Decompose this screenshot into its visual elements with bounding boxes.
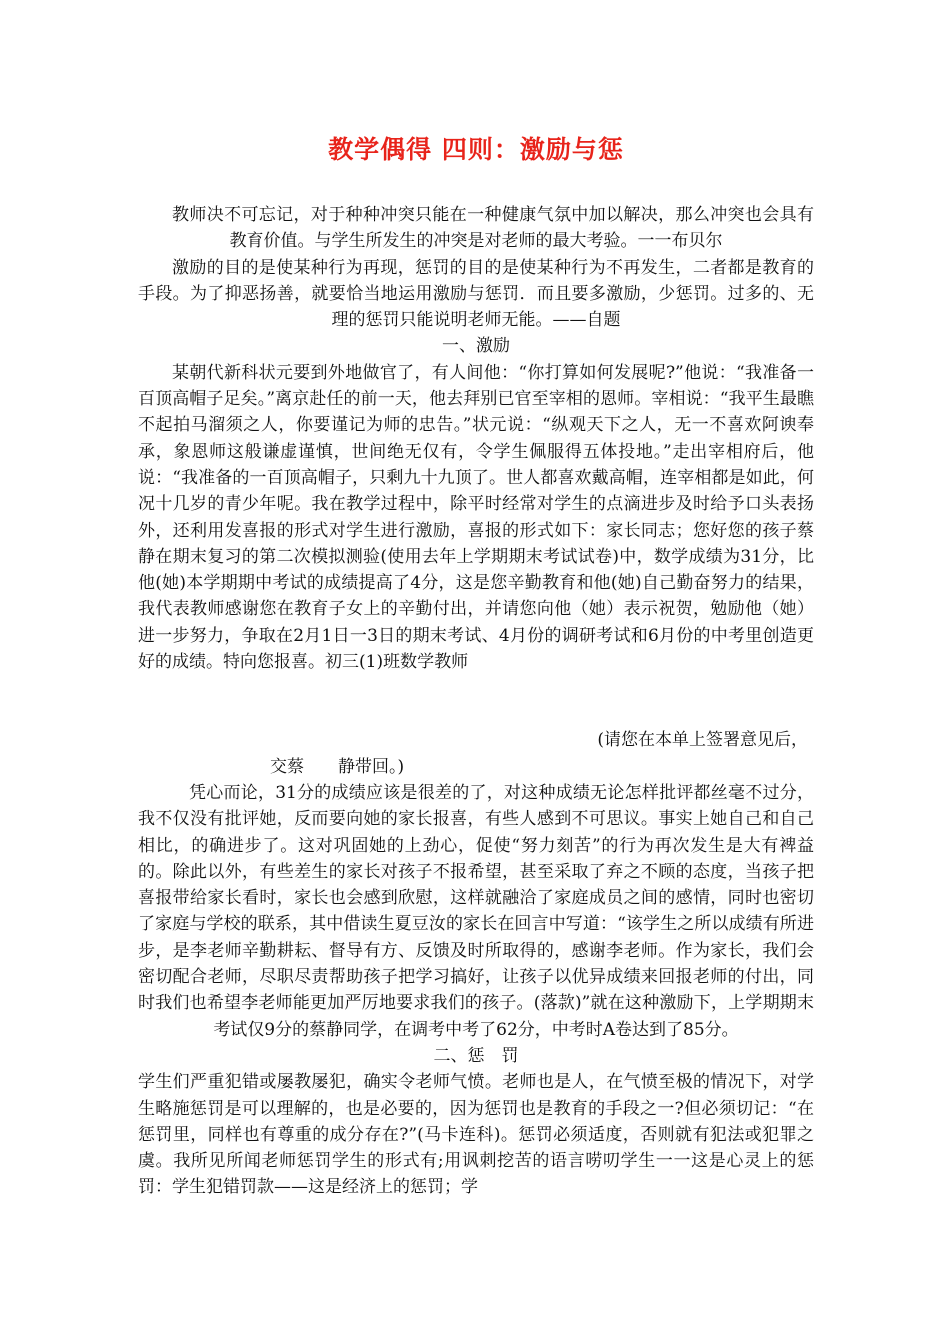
document-title: 教学偶得 四则：激励与惩 bbox=[328, 135, 624, 164]
section-heading-punishment: 二、惩 罚 bbox=[433, 1045, 519, 1066]
spacer bbox=[138, 675, 814, 727]
reflection-paragraph: 凭心而论，31分的成绩应该是很差的了，对这种成绩无论怎样批评都丝毫不过分，我不仅没有批评她，反而要向她的家长报喜，有些人感到不可思议。事实上她自己和自己相比，的确进步了。这对巩固她的上劲心，促使“努力刻苦”的行为再次发生是大有裨益的。除此以外，有些差生的家长对孩子不报希望，甚至采取了弃之不顾的态度，当孩子把喜报带给家长看时，家长也会感到欣慰，这样就融洽了家庭成员之间的感情，同时也密切了家庭与学校的联系，其中借读生夏豆汝的家长在回言中写道：“该学生之所以成绩有所进步，是李老师辛勤耕耘、督导有方、反馈及时所取得的，感谢李老师。作为家长，我们会密切配合老师，尽职尽责帮助孩子把学习搞好，让孩子以优异成绩来回报老师的付出，同时我们也希望李老师能更加严厉地要求我们的孩子。(落款)”就在这种激励下，上学期期末考试仅9分的蔡静同学，在调考中考了62分，中考时A卷达到了85分。 bbox=[138, 782, 814, 1040]
section-heading-encouragement: 一、激励 bbox=[442, 336, 510, 357]
punishment-paragraph: 学生们严重犯错或屡教屡犯，确实令老师气愤。老师也是人，在气愤至极的情况下，对学生略施惩罚是可以理解的，也是必要的，因为惩罚也是教育的手段之一?但必须切记：“在惩罚里，同样也有尊重的成分存在?”(马卡连科)。惩罚必须适度，否则就有犯法或犯罪之虞。我所见所闻老师惩罚学生的形式有;用讽刺挖苦的语言唠叨学生一一这是心灵上的惩罚：学生犯错罚款——这是经济上的惩罚；学 bbox=[138, 1072, 814, 1198]
signature-note-line1: (请您在本单上签署意见后， bbox=[597, 730, 808, 751]
signature-note-line2: 交蔡 静带回。) bbox=[270, 756, 405, 777]
encouragement-paragraph: 某朝代新科状元要到外地做官了，有人间他：“你打算如何发展呢?”他说：“我准备一百顶高帽子足矣。”离京赴任的前一天，他去拜别已官至宰相的恩师。宰相说：“我平生最瞧不起拍马溜须之人，你要谨记为师的忠告。”状元说：“纵观天下之人，无一不喜欢阿谀奉承，象恩师这般谦虚谨慎，世间绝无仅有，令学生佩服得五体投地。”走出宰相府后，他说：“我准备的一百顶高帽子，只剩九十九顶了。世人都喜欢戴高帽，连宰相都是如此，何况十几岁的青少年呢。我在教学过程中，除平时经常对学生的点滴进步及时给予口头表扬外，还利用发喜报的形式对学生进行激励，喜报的形式如下：家长同志；您好您的孩子蔡 静在期末复习的第二次模拟测验(使用去年上学期期末考试试卷)中，数学成绩为31分，比他(她)本学期期中考试的成绩提高了4分，这是您辛勤教育和他(她)自己勤奋努力的结果，我代表教师感谢您在教育子女上的辛勤付出，并请您向他（她）表示祝贺，勉励他（她）进一步努力，争取在2月1日一3日的期末考试、4月份的调研考试和6月份的中考里创造更好的成绩。特向您报喜。初三(1)班数学教师 bbox=[138, 362, 848, 673]
author-epigraph: 激励的目的是使某种行为再现，惩罚的目的是使某种行为不再发生，二者都是教育的手段。为了抑恶扬善，就要恰当地运用激励与惩罚．而且要多激励，少惩罚。过多的、无理的惩罚只能说明老师无能。——自题 bbox=[138, 257, 814, 331]
document-page bbox=[138, 128, 848, 1201]
opening-quote: 教师决不可忘记，对于种种冲突只能在一种健康气氛中加以解决，那么冲突也会具有教育价值。与学生所发生的冲突是对老师的最大考验。一一布贝尔 bbox=[172, 205, 814, 252]
